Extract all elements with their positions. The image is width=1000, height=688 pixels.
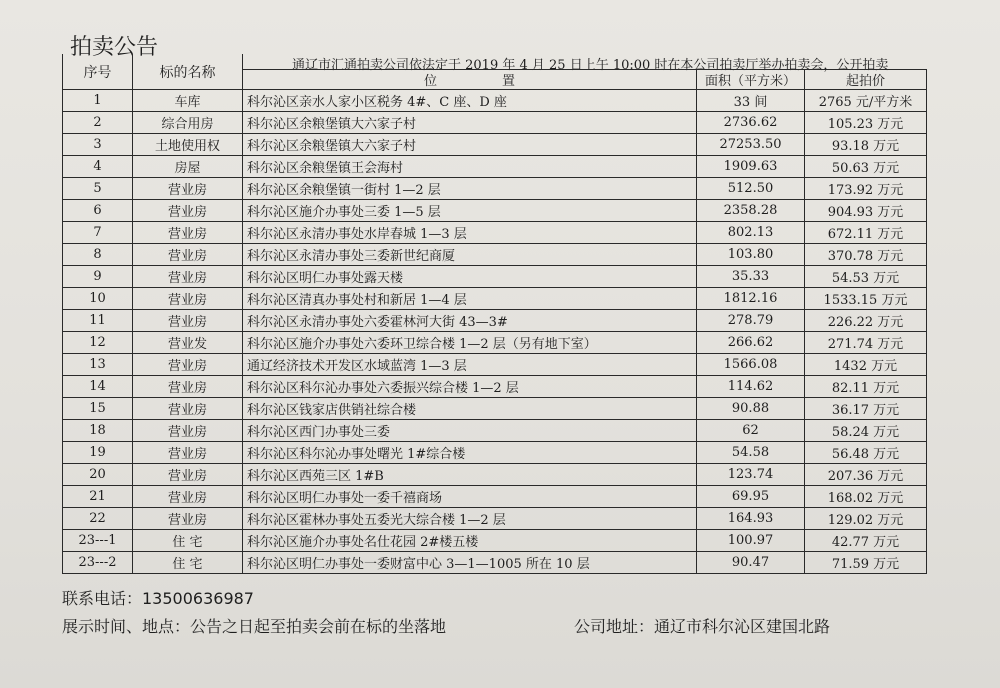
row-name: 营业房 [133, 464, 243, 486]
table-row [63, 222, 927, 244]
row-name: 营业房 [133, 266, 243, 288]
table-row [63, 530, 927, 552]
table-row [63, 90, 927, 112]
row-price: 58.24 万元 [805, 420, 927, 442]
table-row [63, 288, 927, 310]
row-price: 42.77 万元 [805, 530, 927, 552]
row-location: 科尔沁区余粮堡镇大六家子村 [243, 134, 697, 156]
row-seq: 9 [63, 266, 133, 288]
table-row [63, 552, 927, 574]
table-row [63, 310, 927, 332]
row-location: 科尔沁区西门办事处三委 [243, 420, 697, 442]
row-price: 904.93 万元 [805, 200, 927, 222]
row-location: 科尔沁区清真办事处村和新居 1—4 层 [243, 288, 697, 310]
header-location: 位 置 [243, 70, 697, 90]
table-row [63, 420, 927, 442]
row-name: 营业房 [133, 200, 243, 222]
row-name: 住 宅 [133, 530, 243, 552]
row-name: 营业房 [133, 288, 243, 310]
table-row [63, 244, 927, 266]
row-area: 54.58 [697, 442, 805, 464]
header-name: 标的名称 [133, 54, 243, 90]
row-seq: 14 [63, 376, 133, 398]
row-price: 226.22 万元 [805, 310, 927, 332]
row-area: 114.62 [697, 376, 805, 398]
auction-notice: 通辽市汇通拍卖公司依法定于 2019 年 4 月 25 日上午 10:00 时在本公司拍卖厅举办拍卖会，公开拍卖 [292, 58, 889, 73]
row-area: 123.74 [697, 464, 805, 486]
table-row [63, 200, 927, 222]
row-seq: 20 [63, 464, 133, 486]
row-location: 通辽经济技术开发区水域蓝湾 1—3 层 [243, 354, 697, 376]
row-location: 科尔沁区永清办事处三委新世纪商厦 [243, 244, 697, 266]
page-title: 拍卖公告 [70, 35, 159, 60]
row-name: 营业房 [133, 178, 243, 200]
row-area: 27253.50 [697, 134, 805, 156]
row-price: 1533.15 万元 [805, 288, 927, 310]
header-price: 起拍价 [805, 70, 927, 90]
row-price: 168.02 万元 [805, 486, 927, 508]
row-area: 1909.63 [697, 156, 805, 178]
row-name: 营业房 [133, 508, 243, 530]
row-price: 71.59 万元 [805, 552, 927, 574]
row-area: 802.13 [697, 222, 805, 244]
row-name: 营业房 [133, 376, 243, 398]
row-location: 科尔沁区明仁办事处一委财富中心 3—1—1005 所在 10 层 [243, 552, 697, 574]
row-area: 266.62 [697, 332, 805, 354]
row-location: 科尔沁区永清办事处六委霍林河大街 43—3# [243, 310, 697, 332]
row-area: 164.93 [697, 508, 805, 530]
row-name: 住 宅 [133, 552, 243, 574]
table-row [63, 178, 927, 200]
row-seq: 18 [63, 420, 133, 442]
row-seq: 19 [63, 442, 133, 464]
row-name: 车库 [133, 90, 243, 112]
row-name: 营业房 [133, 222, 243, 244]
row-price: 105.23 万元 [805, 112, 927, 134]
table-row [63, 508, 927, 530]
row-seq: 2 [63, 112, 133, 134]
row-location: 科尔沁区余粮堡镇王会海村 [243, 156, 697, 178]
row-price: 82.11 万元 [805, 376, 927, 398]
contact-phone: 联系电话：13500636987 [62, 589, 254, 608]
row-area: 90.47 [697, 552, 805, 574]
row-price: 207.36 万元 [805, 464, 927, 486]
row-seq: 11 [63, 310, 133, 332]
header-spacer [243, 54, 927, 70]
row-area: 1812.16 [697, 288, 805, 310]
row-name: 营业房 [133, 442, 243, 464]
row-seq: 12 [63, 332, 133, 354]
auction-table [62, 54, 927, 574]
row-location: 科尔沁区钱家店供销社综合楼 [243, 398, 697, 420]
row-price: 1432 万元 [805, 354, 927, 376]
row-area: 62 [697, 420, 805, 442]
row-name: 营业房 [133, 420, 243, 442]
row-location: 科尔沁区施介办事处三委 1—5 层 [243, 200, 697, 222]
row-location: 科尔沁区西苑三区 1#B [243, 464, 697, 486]
row-name: 营业房 [133, 398, 243, 420]
row-name: 营业房 [133, 486, 243, 508]
row-seq: 6 [63, 200, 133, 222]
row-seq: 22 [63, 508, 133, 530]
table-row [63, 398, 927, 420]
row-seq: 10 [63, 288, 133, 310]
row-area: 1566.08 [697, 354, 805, 376]
row-price: 50.63 万元 [805, 156, 927, 178]
row-location: 科尔沁区施介办事处六委环卫综合楼 1—2 层（另有地下室） [243, 332, 697, 354]
table-row [63, 266, 927, 288]
row-name: 营业房 [133, 310, 243, 332]
row-location: 科尔沁区明仁办事处露天楼 [243, 266, 697, 288]
display-info: 展示时间、地点：公告之日起至拍卖会前在标的坐落地 [62, 617, 447, 636]
row-seq: 13 [63, 354, 133, 376]
row-name: 综合用房 [133, 112, 243, 134]
row-seq: 23---1 [63, 530, 133, 552]
row-area: 90.88 [697, 398, 805, 420]
row-name: 房屋 [133, 156, 243, 178]
table-row [63, 134, 927, 156]
table-row [63, 442, 927, 464]
row-name: 土地使用权 [133, 134, 243, 156]
table-row [63, 464, 927, 486]
row-price: 129.02 万元 [805, 508, 927, 530]
row-price: 93.18 万元 [805, 134, 927, 156]
row-area: 512.50 [697, 178, 805, 200]
row-location: 科尔沁区科尔沁办事处曙光 1#综合楼 [243, 442, 697, 464]
row-area: 100.97 [697, 530, 805, 552]
row-seq: 4 [63, 156, 133, 178]
row-location: 科尔沁区科尔沁办事处六委振兴综合楼 1—2 层 [243, 376, 697, 398]
row-price: 56.48 万元 [805, 442, 927, 464]
table-body [63, 90, 927, 574]
table-header-row-1 [63, 54, 927, 70]
header-area: 面积（平方米） [697, 70, 805, 90]
row-location: 科尔沁区明仁办事处一委千禧商场 [243, 486, 697, 508]
row-area: 35.33 [697, 266, 805, 288]
row-location: 科尔沁区永清办事处水岸春城 1—3 层 [243, 222, 697, 244]
row-price: 54.53 万元 [805, 266, 927, 288]
table-row [63, 486, 927, 508]
row-price: 36.17 万元 [805, 398, 927, 420]
table-row [63, 156, 927, 178]
row-seq: 3 [63, 134, 133, 156]
row-seq: 7 [63, 222, 133, 244]
row-name: 营业房 [133, 354, 243, 376]
row-price: 173.92 万元 [805, 178, 927, 200]
row-area: 103.80 [697, 244, 805, 266]
row-seq: 15 [63, 398, 133, 420]
table-row [63, 354, 927, 376]
company-address: 公司地址：通辽市科尔沁区建国北路 [574, 617, 831, 636]
row-area: 69.95 [697, 486, 805, 508]
header-seq: 序号 [63, 54, 133, 90]
row-area: 278.79 [697, 310, 805, 332]
row-price: 370.78 万元 [805, 244, 927, 266]
row-seq: 1 [63, 90, 133, 112]
row-seq: 8 [63, 244, 133, 266]
table-row [63, 376, 927, 398]
row-name: 营业发 [133, 332, 243, 354]
row-area: 2736.62 [697, 112, 805, 134]
row-price: 271.74 万元 [805, 332, 927, 354]
row-area: 2358.28 [697, 200, 805, 222]
row-price: 672.11 万元 [805, 222, 927, 244]
row-location: 科尔沁区余粮堡镇大六家子村 [243, 112, 697, 134]
row-seq: 5 [63, 178, 133, 200]
row-price: 2765 元/平方米 [805, 90, 927, 112]
row-location: 科尔沁区施介办事处名仕花园 2#楼五楼 [243, 530, 697, 552]
table-row [63, 332, 927, 354]
row-seq: 23---2 [63, 552, 133, 574]
row-location: 科尔沁区霍林办事处五委光大综合楼 1—2 层 [243, 508, 697, 530]
table-row [63, 112, 927, 134]
row-area: 33 间 [697, 90, 805, 112]
row-location: 科尔沁区亲水人家小区税务 4#、C 座、D 座 [243, 90, 697, 112]
row-seq: 21 [63, 486, 133, 508]
row-name: 营业房 [133, 244, 243, 266]
row-location: 科尔沁区余粮堡镇一街村 1—2 层 [243, 178, 697, 200]
